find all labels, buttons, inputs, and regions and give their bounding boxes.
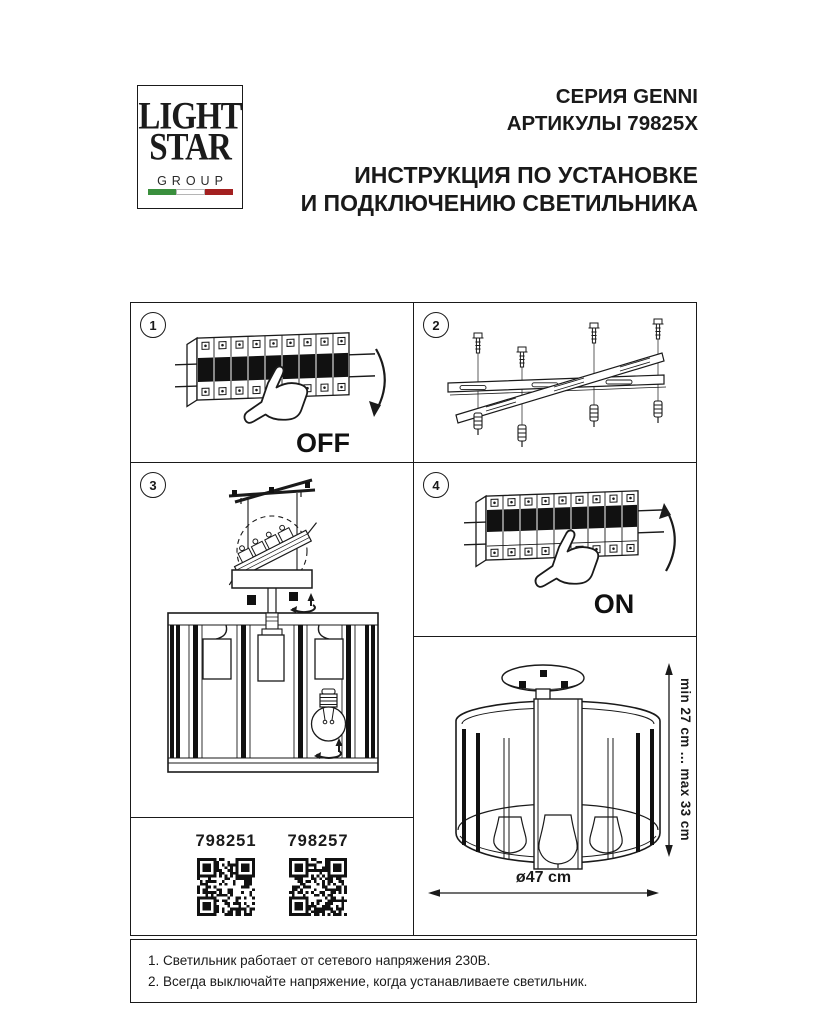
height-dimension-arrow (665, 663, 673, 857)
series-title: СЕРИЯ GENNI (555, 85, 698, 108)
step-4-panel (414, 463, 696, 637)
instruction-title-line1: ИНСТРУКЦИЯ ПО УСТАНОВКЕ (354, 162, 698, 189)
note-2: 2. Всегда выключайте напряжение, когда устанавливаете светильник. (148, 973, 588, 989)
step-4-badge: 4 (423, 472, 449, 498)
ceiling-canopy (502, 665, 584, 691)
flag-white-segment (176, 189, 206, 195)
wall-anchor-icon (474, 413, 482, 435)
arrow-up-icon (666, 511, 675, 571)
document-header (301, 84, 698, 217)
fixture-assembly-illustration (131, 463, 414, 816)
diameter-dimension-arrow (428, 889, 659, 897)
qr-panel (131, 818, 414, 935)
screw-icon (589, 323, 600, 343)
flag-red-segment (205, 189, 233, 195)
screw-icon (517, 347, 528, 367)
articles-title: АРТИКУЛЫ 79825X (506, 111, 698, 135)
logo-word-light: LIGHT (138, 95, 242, 138)
canopy-plate (232, 570, 312, 588)
mount-screw (247, 595, 256, 605)
step-2-badge: 2 (423, 312, 449, 338)
bulb-icon (590, 817, 622, 853)
logo-word-group: GROUP (157, 174, 228, 189)
qr-item (284, 832, 352, 921)
mounting-bars-illustration (426, 311, 686, 457)
step-3-badge: 3 (140, 472, 166, 498)
arrow-down-icon (376, 349, 385, 409)
step-1-badge: 1 (140, 312, 166, 338)
screw-icon (653, 319, 664, 339)
article-number: 798257 (287, 832, 349, 850)
wall-anchor-icon (654, 401, 662, 423)
step-2-panel (414, 303, 696, 463)
socket-cover (315, 639, 343, 679)
dimensions-panel (414, 637, 696, 935)
lightstar-logo (137, 85, 243, 209)
bulb-icon (539, 815, 577, 864)
instruction-title-line2: И ПОДКЛЮЧЕНИЮ СВЕТИЛЬНИКА (300, 190, 698, 217)
wall-anchor-icon (590, 405, 598, 427)
socket-cover (203, 639, 231, 679)
mount-screw (289, 592, 298, 601)
step-3-panel (131, 463, 414, 818)
flag-green-segment (148, 189, 176, 195)
italian-flag-bar (148, 189, 233, 195)
on-label: ON (593, 589, 635, 619)
step-1-panel (131, 303, 414, 463)
ceiling-bars (229, 480, 315, 504)
breaker-on-illustration (460, 485, 697, 625)
note-1: 1. Светильник работает от сетевого напряжения 230В. (148, 953, 491, 968)
height-range-label: min 27 cm ... max 33 cm (678, 678, 693, 842)
fixture-dimensions-illustration (414, 637, 696, 933)
logo-word-star: STAR (149, 126, 231, 169)
screw-icon (473, 333, 484, 353)
breaker-off-illustration (171, 327, 408, 461)
wall-anchor-icon (518, 425, 526, 447)
bulb-icon (494, 817, 526, 853)
qr-code (289, 858, 347, 916)
socket-cover (258, 635, 284, 681)
off-label: OFF (296, 428, 350, 458)
qr-code (197, 858, 255, 916)
qr-item (192, 832, 260, 921)
instruction-grid (130, 302, 697, 936)
article-number: 798251 (195, 832, 257, 850)
footnotes-box (130, 939, 697, 1003)
diameter-label: ø47 cm (515, 869, 572, 886)
